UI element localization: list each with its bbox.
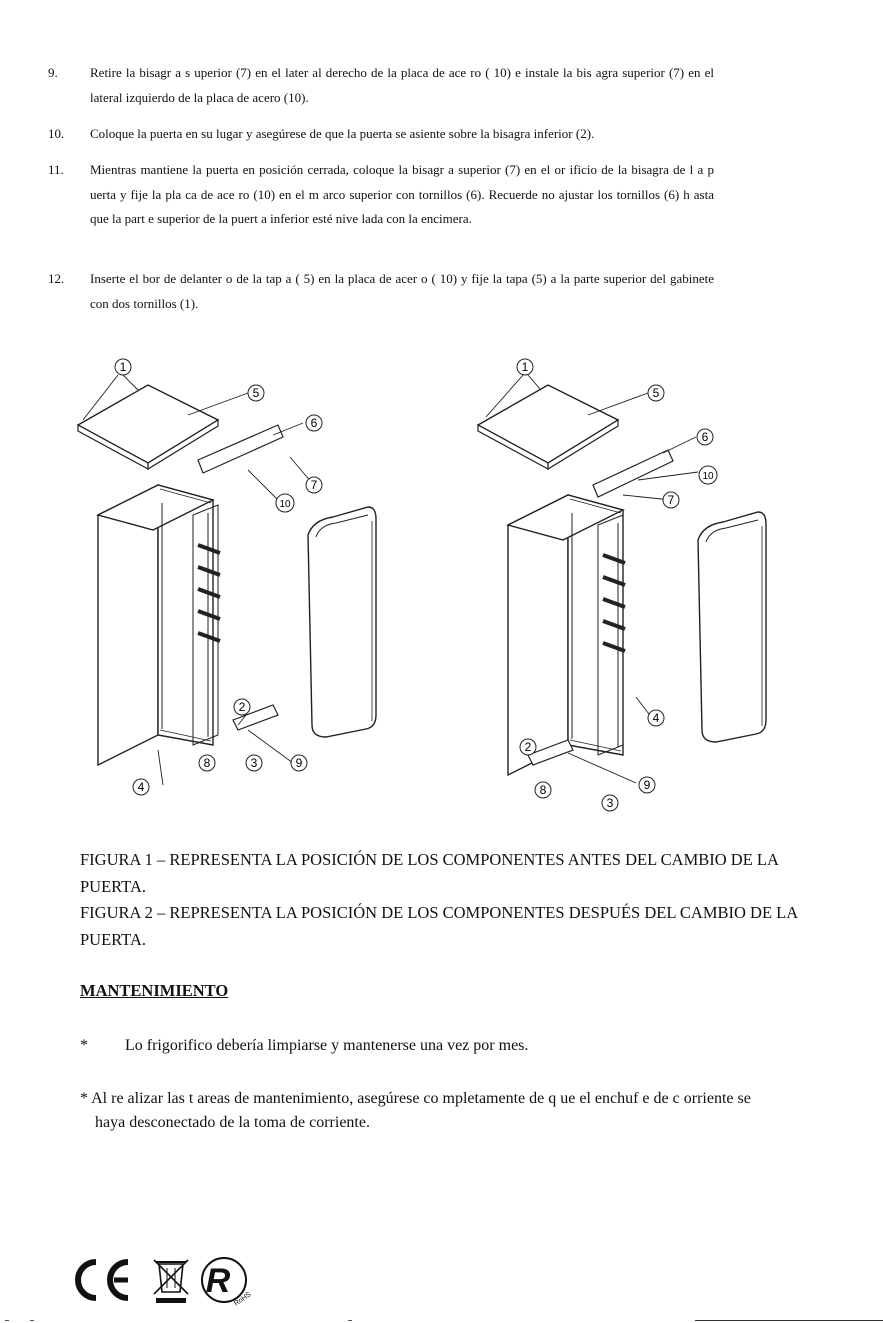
svg-text:1: 1 [521,360,529,374]
weee-bin-icon [154,1260,188,1303]
bullet-text-line-2: haya desconectado de la toma de corriente. [95,1114,370,1131]
bullet-text-line-1: * Al re alizar las t areas de mantenimiento, asegúrese co mpletamente de q ue el enchuf e de c orriente se [80,1090,751,1107]
step-number: 9. [48,65,58,80]
svg-text:5: 5 [652,386,660,400]
figure-1-diagram [78,359,376,795]
maintenance-heading: MANTENIMIENTO [80,981,229,1000]
svg-text:10: 10 [702,471,714,482]
maintenance-bullet-2 [80,1087,825,1135]
edge-mark [5,1320,9,1321]
svg-text:9: 9 [643,778,651,792]
step-text: Retire la bisagr a s uperior (7) en el later al derecho de la placa de ace ro ( 10) e instale la bis agra superior (7) en el lateral izquierdo de la placa de acero (10). [90,65,714,105]
figure-2-diagram [478,359,766,811]
svg-text:9: 9 [295,756,303,770]
edge-mark [348,1320,352,1321]
svg-text:10: 10 [279,499,291,510]
edge-mark [30,1320,34,1321]
svg-text:2: 2 [524,740,532,754]
svg-text:R: R [205,1262,231,1300]
caption-figure-2: FIGURA 2 – REPRESENTA LA POSICIÓN DE LOS COMPONENTES DESPUÉS DEL CAMBIO DE LA PUERTA. [80,903,798,949]
svg-text:6: 6 [701,430,709,444]
bottom-rule [695,1320,883,1321]
rohs-mark-icon [202,1258,253,1308]
svg-text:RoHS: RoHS [233,1291,253,1308]
svg-text:2: 2 [238,700,246,714]
svg-text:1: 1 [119,360,127,374]
svg-text:7: 7 [310,478,318,492]
step-text: Mientras mantiene la puerta en posición cerrada, coloque la bisagr a superior (7) en el or ificio de la bisagra de l a p uerta y fije la pla ca de ace ro (10) en el m arco superior con tornillos (6). Recuerde no ajustar los tornillos (6) h asta que la part e superior de la puert a inferior esté nive lada con la encimera. [90,162,714,226]
step-number: 11. [48,162,64,177]
caption-figure-1: FIGURA 1 – REPRESENTA LA POSICIÓN DE LOS COMPONENTES ANTES DEL CAMBIO DE LA PUERTA. [80,850,778,896]
svg-text:4: 4 [137,780,145,794]
svg-text:6: 6 [310,416,318,430]
svg-text:4: 4 [652,711,660,725]
step-number: 12. [48,271,65,286]
step-number: 10. [48,126,65,141]
svg-text:8: 8 [203,756,211,770]
exploded-view-diagrams [68,345,798,820]
bullet-star: * [80,1037,88,1054]
svg-text:8: 8 [539,783,547,797]
bullet-text: Lo frigorifico debería limpiarse y mantenerse una vez por mes. [125,1037,529,1054]
figure-caption [80,847,840,953]
svg-text:5: 5 [252,386,260,400]
ce-mark-icon [78,1262,128,1298]
svg-text:7: 7 [667,493,675,507]
svg-text:3: 3 [250,756,258,770]
svg-text:3: 3 [606,796,614,810]
certification-logos [68,1250,268,1310]
step-text: Inserte el bor de delanter o de la tap a ( 5) en la placa de acer o ( 10) y fije la tapa (5) a la parte superior del gabinete con dos tornillos (1). [90,271,714,311]
step-text: Coloque la puerta en su lugar y asegúrese de que la puerta se asiente sobre la bisagra inferior (2). [90,126,595,141]
